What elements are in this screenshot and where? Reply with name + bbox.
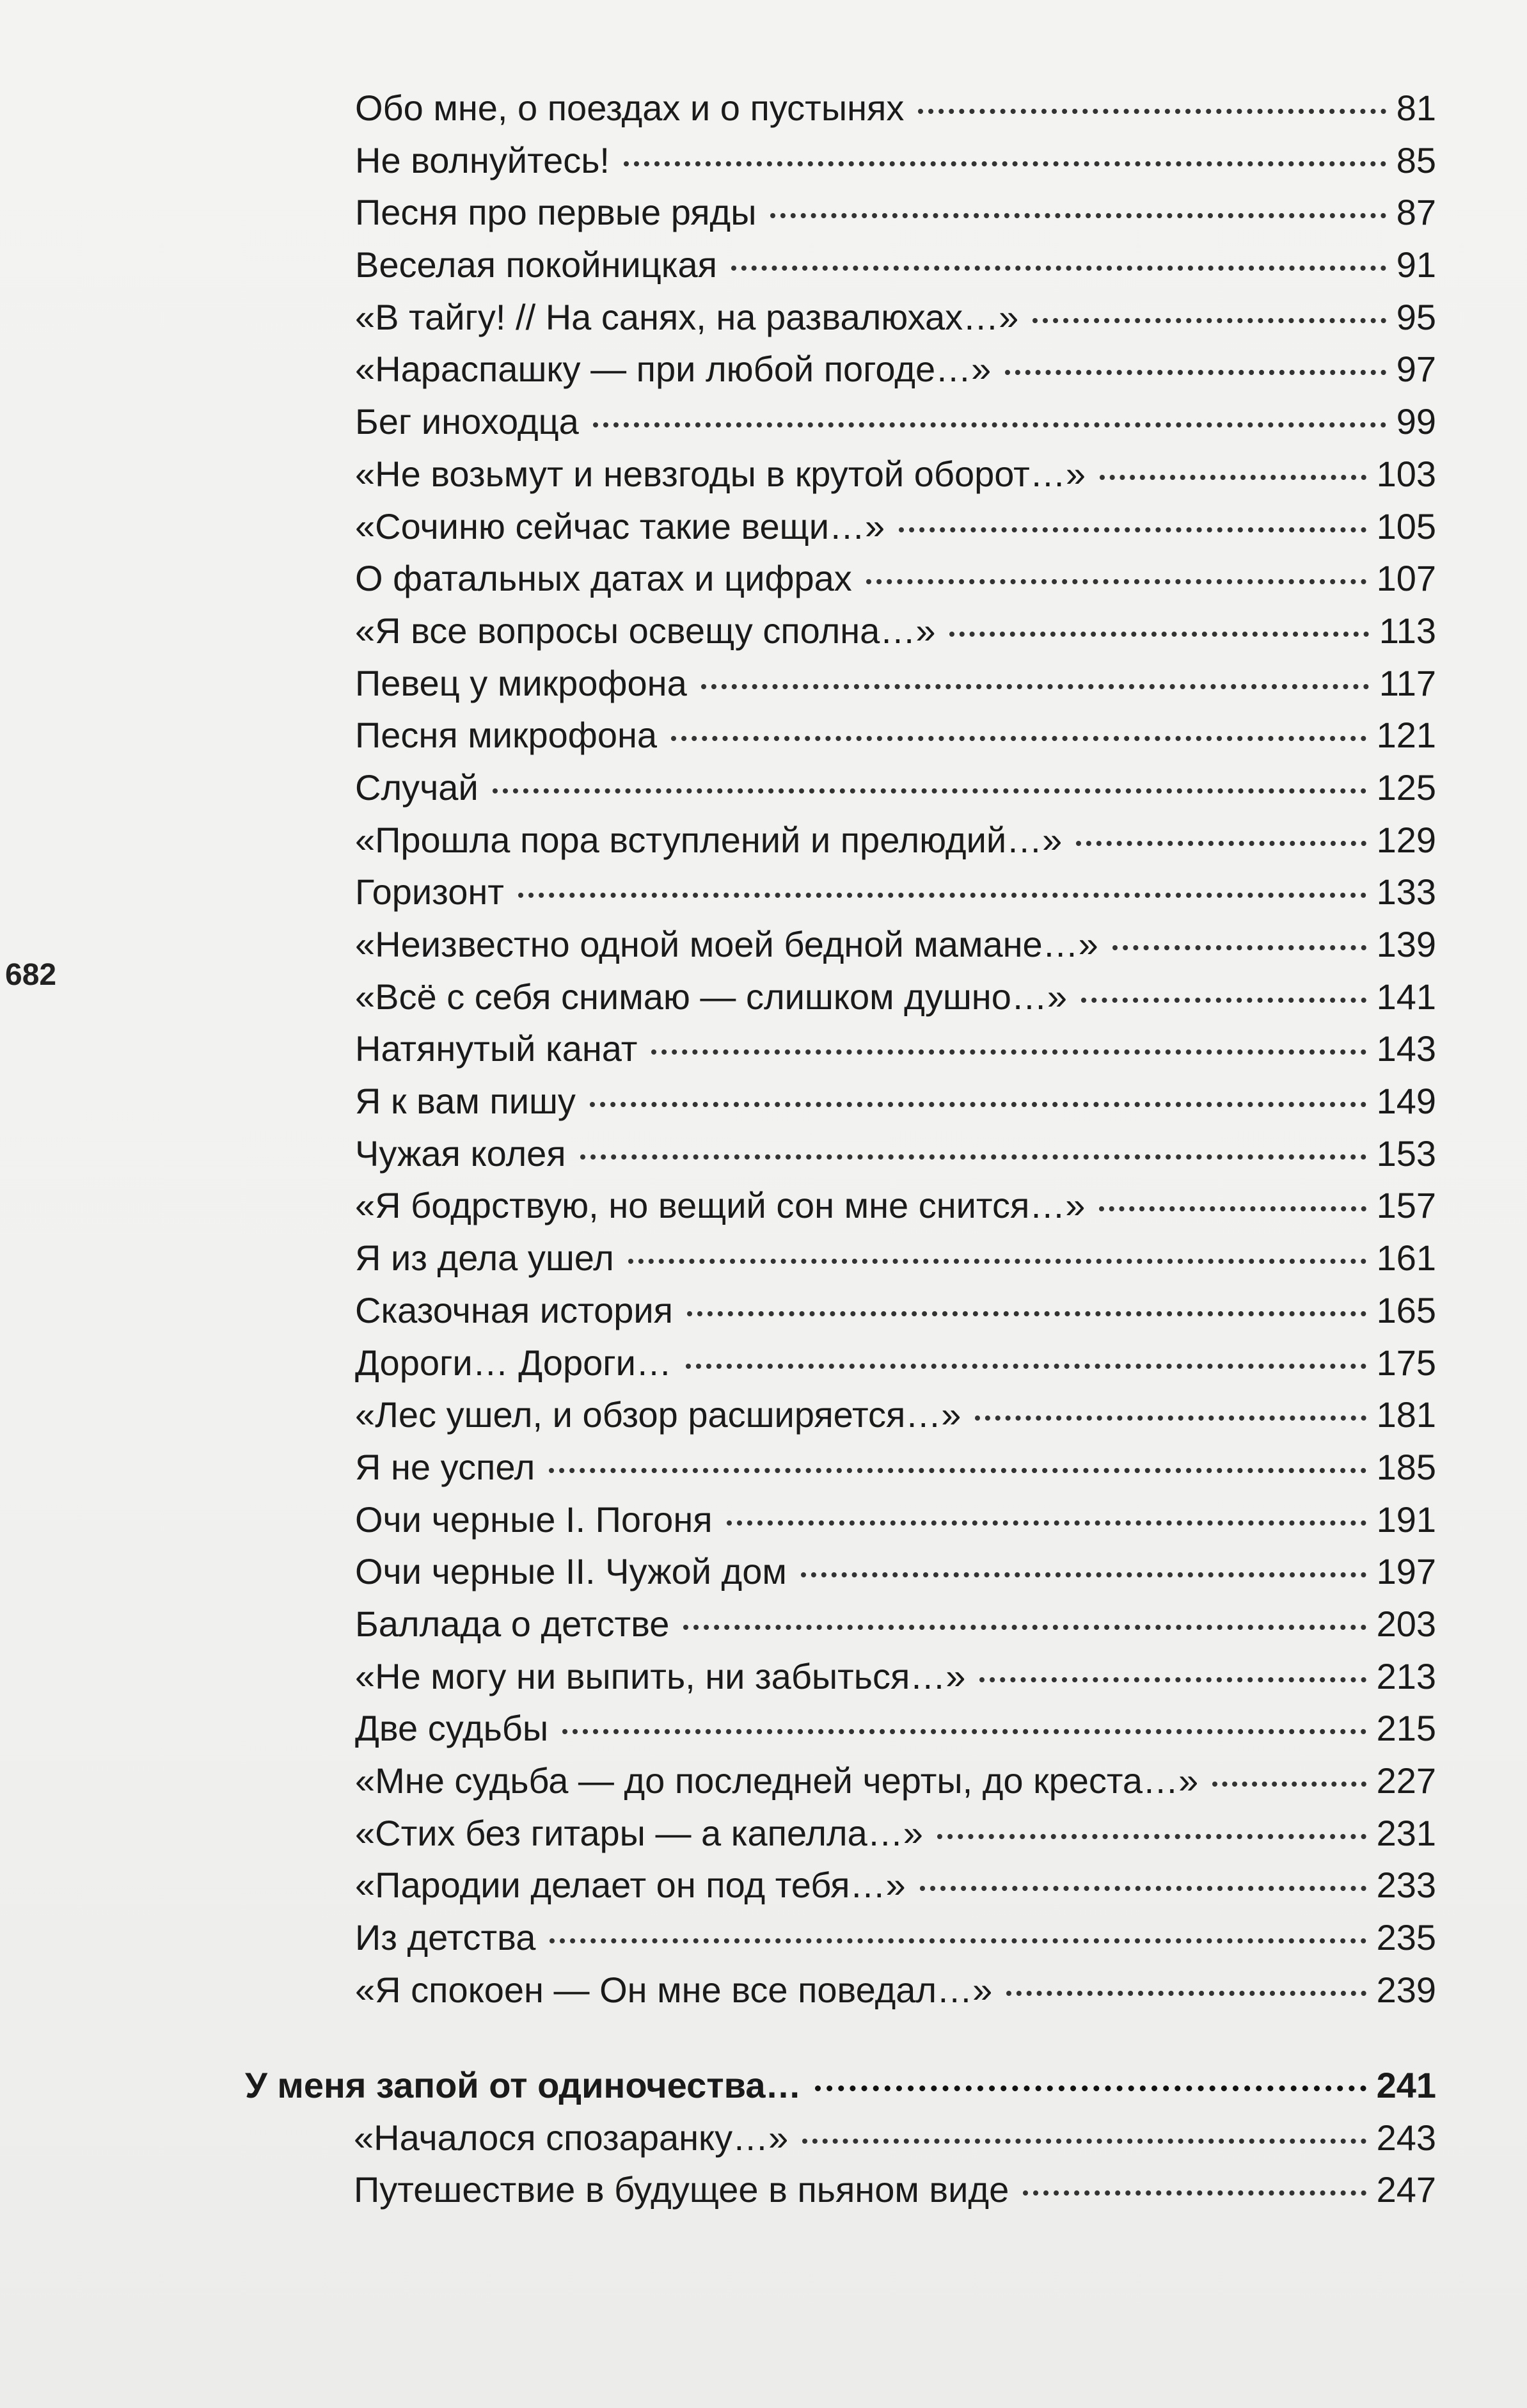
dot-leader — [671, 736, 1366, 741]
toc-entry-title: Бег иноходца — [355, 401, 579, 442]
toc-entry — [355, 552, 1436, 605]
toc-entry — [245, 2164, 1436, 2216]
toc-entry-title: Не волнуйтесь! — [355, 140, 610, 180]
toc-entry-page: 197 — [1376, 1551, 1436, 1592]
toc-entry-title: «Пародии делает он под тебя…» — [355, 1865, 906, 1906]
dot-leader — [866, 579, 1366, 584]
toc-entry-title: Певец у микрофона — [355, 662, 687, 703]
toc-entry — [355, 657, 1436, 710]
toc-entry-page: 175 — [1376, 1342, 1436, 1383]
toc-entry — [355, 1337, 1436, 1389]
toc-entry — [355, 1859, 1436, 1911]
toc-entry-title: Песня про первые ряды — [355, 192, 757, 233]
toc-entry — [355, 343, 1436, 395]
toc-entry — [355, 239, 1436, 291]
toc-entry — [355, 448, 1436, 500]
toc-entry-page: 203 — [1376, 1603, 1436, 1644]
toc-entry-page: 95 — [1396, 296, 1436, 337]
toc-entry — [355, 1023, 1436, 1075]
dot-leader — [1005, 370, 1386, 375]
dot-leader — [701, 684, 1369, 689]
dot-leader — [628, 1259, 1366, 1264]
dot-leader — [1006, 1991, 1366, 1996]
page-number: 682 — [5, 958, 57, 992]
toc-entry-title: «Не могу ни выпить, ни забыться…» — [355, 1655, 966, 1696]
dot-leader — [580, 1154, 1366, 1160]
dot-leader — [686, 1364, 1366, 1369]
toc-entry — [355, 1702, 1436, 1755]
section-title: У меня запой от одиночества… — [245, 2065, 802, 2105]
dot-leader — [1076, 841, 1366, 846]
dot-leader — [651, 1049, 1366, 1055]
toc-entry — [355, 866, 1436, 918]
dot-leader — [518, 893, 1366, 898]
dot-leader — [1212, 1782, 1366, 1787]
toc-entry-page: 87 — [1396, 192, 1436, 233]
toc-entry-page: 191 — [1376, 1499, 1436, 1540]
toc-entry — [355, 1494, 1436, 1546]
toc-entry-title: Баллада о детстве — [355, 1603, 670, 1644]
toc-entry-page: 99 — [1396, 401, 1436, 442]
toc-entry-page: 143 — [1376, 1028, 1436, 1069]
toc-entry-page: 129 — [1376, 819, 1436, 860]
toc-entry-title: Я не успел — [355, 1446, 535, 1487]
toc-entry-title: «Мне судьба — до последней черты, до креста…» — [355, 1760, 1199, 1801]
dot-leader — [550, 1938, 1366, 1943]
toc-entry-title: «Прошла пора вступлений и прелюдий…» — [355, 819, 1063, 860]
toc-entry-page: 149 — [1376, 1081, 1436, 1122]
dot-leader — [624, 161, 1386, 166]
toc-entry-title: «Стих без гитары — а капелла…» — [355, 1812, 923, 1853]
toc-entry — [355, 814, 1436, 866]
toc-entry-page: 181 — [1376, 1394, 1436, 1435]
toc-entry — [355, 134, 1436, 187]
toc-entry-page: 139 — [1376, 924, 1436, 964]
toc-entry-title: «Не возьмут и невзгоды в крутой оборот…» — [355, 453, 1086, 494]
toc-entry-title: «Я спокоен — Он мне все поведал…» — [355, 1969, 993, 2010]
dot-leader — [731, 266, 1386, 271]
toc-entry — [355, 1441, 1436, 1494]
toc-entry-page: 161 — [1376, 1238, 1436, 1279]
toc-entry-page: 157 — [1376, 1185, 1436, 1226]
toc-entry-page: 97 — [1396, 349, 1436, 390]
toc-entry-page: 213 — [1376, 1655, 1436, 1696]
toc-entry-page: 233 — [1376, 1865, 1436, 1906]
toc-entry-title: Две судьбы — [355, 1708, 549, 1749]
toc-entry-page: 91 — [1396, 244, 1436, 285]
dot-leader — [1033, 318, 1386, 323]
toc-entry-page: 239 — [1376, 1969, 1436, 2010]
toc-entry-title: Очи черные II. Чужой дом — [355, 1551, 787, 1592]
section-page: 241 — [1376, 2065, 1436, 2105]
dot-leader — [801, 1572, 1366, 1577]
dot-leader — [920, 1886, 1366, 1891]
toc-entry — [355, 971, 1436, 1023]
toc-entry-page: 117 — [1379, 662, 1436, 703]
dot-leader — [562, 1729, 1366, 1734]
toc-entry — [355, 82, 1436, 134]
toc-entry-page: 133 — [1376, 872, 1436, 913]
dot-leader — [802, 2139, 1366, 2144]
dot-leader — [1081, 998, 1366, 1003]
toc-entry — [355, 1128, 1436, 1180]
toc-entry-title: Путешествие в будущее в пьяном виде — [354, 2169, 1009, 2210]
toc-entry-title: Случай — [355, 767, 479, 808]
dot-leader — [1112, 945, 1366, 950]
toc-entry-page: 105 — [1376, 506, 1436, 546]
toc-entry — [355, 1807, 1436, 1860]
dot-leader — [1023, 2190, 1366, 2196]
dot-leader — [593, 422, 1386, 427]
toc-entry-title: Дороги… Дороги… — [355, 1342, 672, 1383]
toc-entry-title: Натянутый канат — [355, 1028, 638, 1069]
toc-entry — [355, 1389, 1436, 1441]
table-of-contents — [355, 82, 1436, 2016]
toc-entry — [245, 2112, 1436, 2164]
toc-entry-title: Из детства — [355, 1917, 536, 1958]
toc-entry-title: О фатальных датах и цифрах — [355, 558, 852, 599]
dot-leader — [727, 1520, 1366, 1526]
toc-entry — [355, 918, 1436, 971]
dot-leader — [687, 1311, 1366, 1316]
toc-entry-title: «Сочиню сейчас такие вещи…» — [355, 506, 885, 546]
toc-section — [245, 2059, 1436, 2216]
section-heading — [245, 2059, 1436, 2112]
toc-entry-page: 141 — [1376, 976, 1436, 1017]
toc-entry-title: Песня микрофона — [355, 715, 658, 756]
toc-entry — [355, 1179, 1436, 1232]
toc-entry-page: 125 — [1376, 767, 1436, 808]
toc-entry-page: 185 — [1376, 1446, 1436, 1487]
toc-entry-page: 231 — [1376, 1812, 1436, 1853]
toc-entry — [355, 1075, 1436, 1128]
toc-entry-title: Очи черные I. Погоня — [355, 1499, 713, 1540]
toc-entry-title: «Я все вопросы освещу сполна…» — [355, 610, 936, 651]
toc-entry-page: 243 — [1376, 2117, 1436, 2158]
dot-leader — [815, 2085, 1366, 2091]
dot-leader — [975, 1415, 1366, 1421]
toc-entry-title: «Я бодрствую, но вещий сон мне снится…» — [355, 1185, 1086, 1226]
dot-leader — [918, 109, 1386, 114]
toc-entry — [355, 709, 1436, 761]
toc-entry-title: «Всё с себя снимаю — слишком душно…» — [355, 976, 1067, 1017]
toc-entry-title: «Неизвестно одной моей бедной мамане…» — [355, 924, 1098, 964]
dot-leader — [683, 1625, 1366, 1630]
toc-entry — [355, 1911, 1436, 1964]
toc-entry-page: 215 — [1376, 1708, 1436, 1749]
toc-entry-title: Сказочная история — [355, 1289, 673, 1330]
toc-entry-title: «Началося спозаранку…» — [354, 2117, 789, 2158]
toc-entry — [355, 1964, 1436, 2016]
toc-entry-title: «Лес ушел, и обзор расширяется…» — [355, 1394, 961, 1435]
toc-entry — [355, 186, 1436, 239]
dot-leader — [493, 788, 1366, 793]
toc-entry-page: 165 — [1376, 1289, 1436, 1330]
toc-entry — [355, 1545, 1436, 1598]
toc-entry-page: 81 — [1396, 88, 1436, 128]
toc-entry-page: 113 — [1379, 610, 1436, 651]
toc-entry — [355, 1650, 1436, 1703]
dot-leader — [1100, 475, 1366, 480]
toc-entry-title: «В тайгу! // На санях, на развалюхах…» — [355, 296, 1019, 337]
toc-entry-title: «Нараспашку — при любой погоде…» — [355, 349, 992, 390]
toc-entry-page: 247 — [1376, 2169, 1436, 2210]
toc-entry-title: Обо мне, о поездах и о пустынях — [355, 88, 905, 128]
toc-entry-title: Чужая колея — [355, 1133, 566, 1174]
dot-leader — [937, 1834, 1366, 1839]
dot-leader — [979, 1677, 1366, 1682]
dot-leader — [949, 632, 1368, 637]
dot-leader — [899, 527, 1366, 532]
toc-entry — [355, 1232, 1436, 1284]
dot-leader — [549, 1468, 1366, 1473]
toc-entry-page: 107 — [1376, 558, 1436, 599]
toc-entry — [355, 1598, 1436, 1650]
toc-entry-title: Веселая покойницкая — [355, 244, 717, 285]
toc-entry-page: 227 — [1376, 1760, 1436, 1801]
toc-entry-page: 235 — [1376, 1917, 1436, 1958]
toc-entry-page: 153 — [1376, 1133, 1436, 1174]
toc-entry-page: 85 — [1396, 140, 1436, 180]
dot-leader — [770, 213, 1386, 218]
toc-entry-page: 121 — [1376, 715, 1436, 756]
toc-entry — [355, 395, 1436, 448]
toc-entry — [355, 291, 1436, 344]
toc-entry — [355, 500, 1436, 553]
dot-leader — [590, 1102, 1366, 1107]
toc-entry — [355, 1755, 1436, 1807]
toc-entry — [355, 605, 1436, 657]
toc-entry-title: Я к вам пишу — [355, 1081, 576, 1122]
toc-entry-title: Горизонт — [355, 872, 504, 913]
toc-entry-title: Я из дела ушел — [355, 1238, 614, 1279]
toc-entry — [355, 761, 1436, 814]
toc-entry — [355, 1284, 1436, 1337]
dot-leader — [1099, 1206, 1366, 1211]
toc-entry-page: 103 — [1376, 453, 1436, 494]
